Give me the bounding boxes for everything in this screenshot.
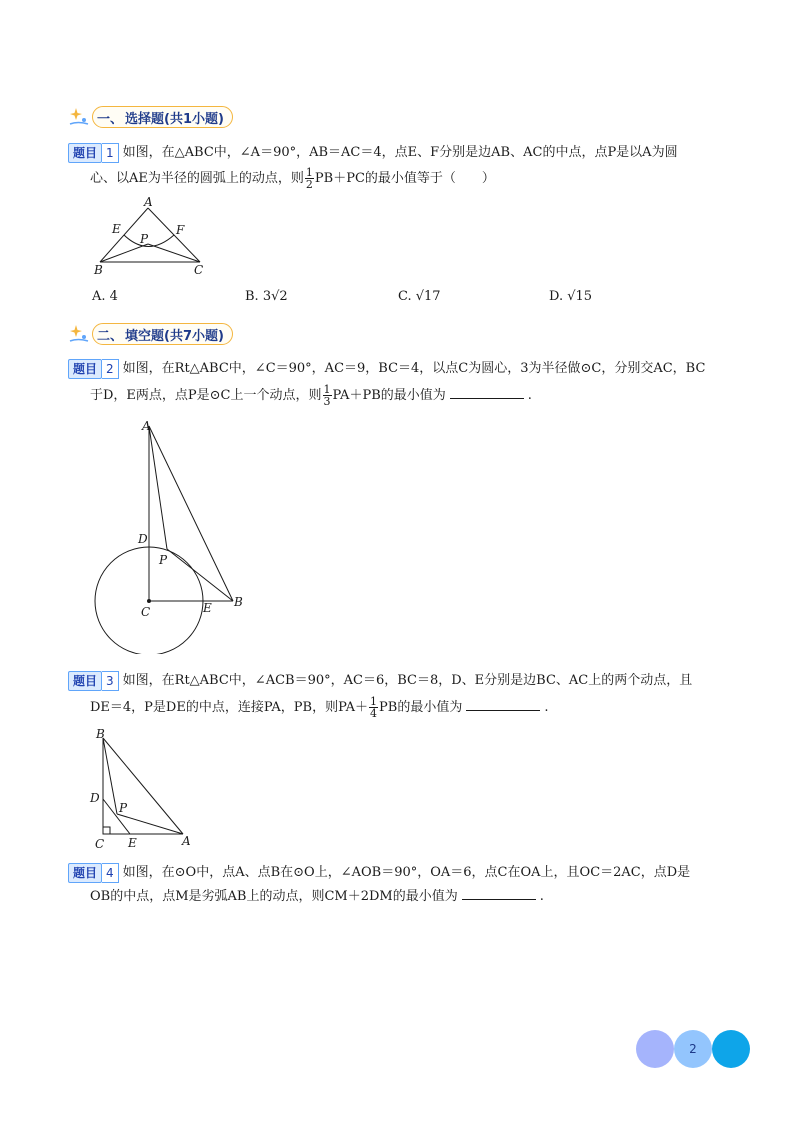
label-P: P — [140, 232, 149, 246]
q4-text1: 如图，在⊙O中，点A、点B在⊙O上，∠AOB＝90°，OA＝6，点C在OA上，且OC＝2AC，点D是 — [122, 865, 691, 880]
question-number: 2 — [102, 359, 119, 379]
q2-text1: 如图，在Rt△ABC中，∠C＝90°，AC＝9，BC＝4，以点C为圆心，3为半径做⊙C，分别交AC，BC — [122, 361, 706, 376]
label-E: E — [203, 601, 212, 615]
section-header-fill — [68, 323, 233, 345]
q3-text2b: PB的最小值为 — [379, 700, 463, 715]
label-A: A — [182, 834, 191, 848]
label-F: F — [176, 223, 185, 237]
label-P: P — [159, 553, 168, 567]
q1-line1 — [68, 142, 728, 164]
label-C: C — [141, 605, 151, 619]
decor-circle-right — [712, 1030, 750, 1068]
section-number: 二、 — [97, 328, 124, 344]
q4-line1 — [68, 862, 728, 884]
answer-blank[interactable] — [450, 386, 524, 399]
label-E: E — [112, 222, 121, 236]
decor-circle-left — [636, 1030, 674, 1068]
q2-line1 — [68, 358, 728, 380]
fraction: $\frac{1}{4}$ — [370, 695, 378, 720]
sparkle-icon — [68, 106, 92, 128]
question-number: 1 — [102, 143, 119, 163]
answer-blank[interactable] — [462, 887, 536, 900]
question-tag: 题目 — [68, 671, 102, 691]
q1-text2b: PB＋PC的最小值等于（ ） — [314, 171, 495, 186]
q1-figure — [88, 196, 218, 280]
option-b: B. 3√2 — [245, 289, 288, 304]
question-tag: 题目 — [68, 143, 102, 163]
q4-line2: OB的中点，点M是劣弧AB上的动点，则CM＋2DM的最小值为 . — [90, 889, 544, 904]
q3-line1 — [68, 670, 728, 692]
q3-figure — [86, 724, 196, 852]
section-title: 填空题(共7小题) — [125, 328, 224, 344]
label-D: D — [90, 791, 100, 805]
q3-line2: DE＝4，P是DE的中点，连接PA，PB，则PA＋ $\frac{1}{4}$ PB的最小值为 . — [90, 695, 549, 720]
question-tag: 题目 — [68, 359, 102, 379]
q2-line2: 于D，E两点，点P是⊙C上一个动点，则 $\frac{1}{3}$ PA＋PB的最小值为 . — [90, 383, 532, 408]
question-number: 4 — [102, 863, 119, 883]
fraction: $\frac{1}{3}$ — [323, 383, 331, 408]
sparkle-icon — [68, 323, 92, 345]
q1-line2 — [90, 167, 750, 190]
label-C: C — [194, 263, 204, 277]
option-d: D. √15 — [549, 289, 593, 304]
fraction: $\frac{1}{2}$ — [305, 166, 313, 191]
q1-text1: 如图，在△ABC中，∠A＝90°，AB＝AC＝4，点E、F分别是边AB、AC的中点，点P是以A为圆 — [122, 145, 678, 160]
answer-blank[interactable] — [466, 698, 540, 711]
option-c: C. √17 — [398, 289, 441, 304]
label-B: B — [94, 263, 103, 277]
q2-text2b: PA＋PB的最小值为 — [332, 388, 446, 403]
label-C: C — [95, 837, 105, 851]
section-header-choice — [68, 106, 233, 128]
label-A: A — [144, 196, 153, 209]
page-number-circle — [674, 1030, 712, 1068]
q2-text2a: 于D，E两点，点P是⊙C上一个动点，则 — [90, 388, 322, 403]
page-indicator — [636, 1029, 752, 1069]
q2-figure — [88, 414, 258, 654]
page-number: 2 — [689, 1042, 697, 1056]
question-tag: 题目 — [68, 863, 102, 883]
label-B: B — [96, 727, 105, 741]
label-D: D — [138, 532, 148, 546]
q4-text2a: OB的中点，点M是劣弧AB上的动点，则CM＋2DM的最小值为 — [90, 889, 458, 904]
section-number: 一、 — [97, 111, 124, 127]
q1-text2a: 心、以AE为半径的圆弧上的动点，则 — [90, 171, 304, 186]
label-E: E — [128, 836, 137, 850]
question-number: 3 — [102, 671, 119, 691]
q3-text2a: DE＝4，P是DE的中点，连接PA，PB，则PA＋ — [90, 700, 369, 715]
section-title-pill — [92, 323, 233, 345]
option-a: A. 4 — [92, 289, 118, 304]
label-A: A — [142, 419, 151, 433]
label-B: B — [234, 595, 243, 609]
q3-text1: 如图，在Rt△ABC中，∠ACB＝90°，AC＝6，BC＝8，D、E分别是边BC、AC上的两个动点，且 — [122, 673, 693, 688]
section-title: 选择题(共1小题) — [125, 111, 224, 127]
section-title-pill — [92, 106, 233, 128]
label-P: P — [119, 801, 128, 815]
